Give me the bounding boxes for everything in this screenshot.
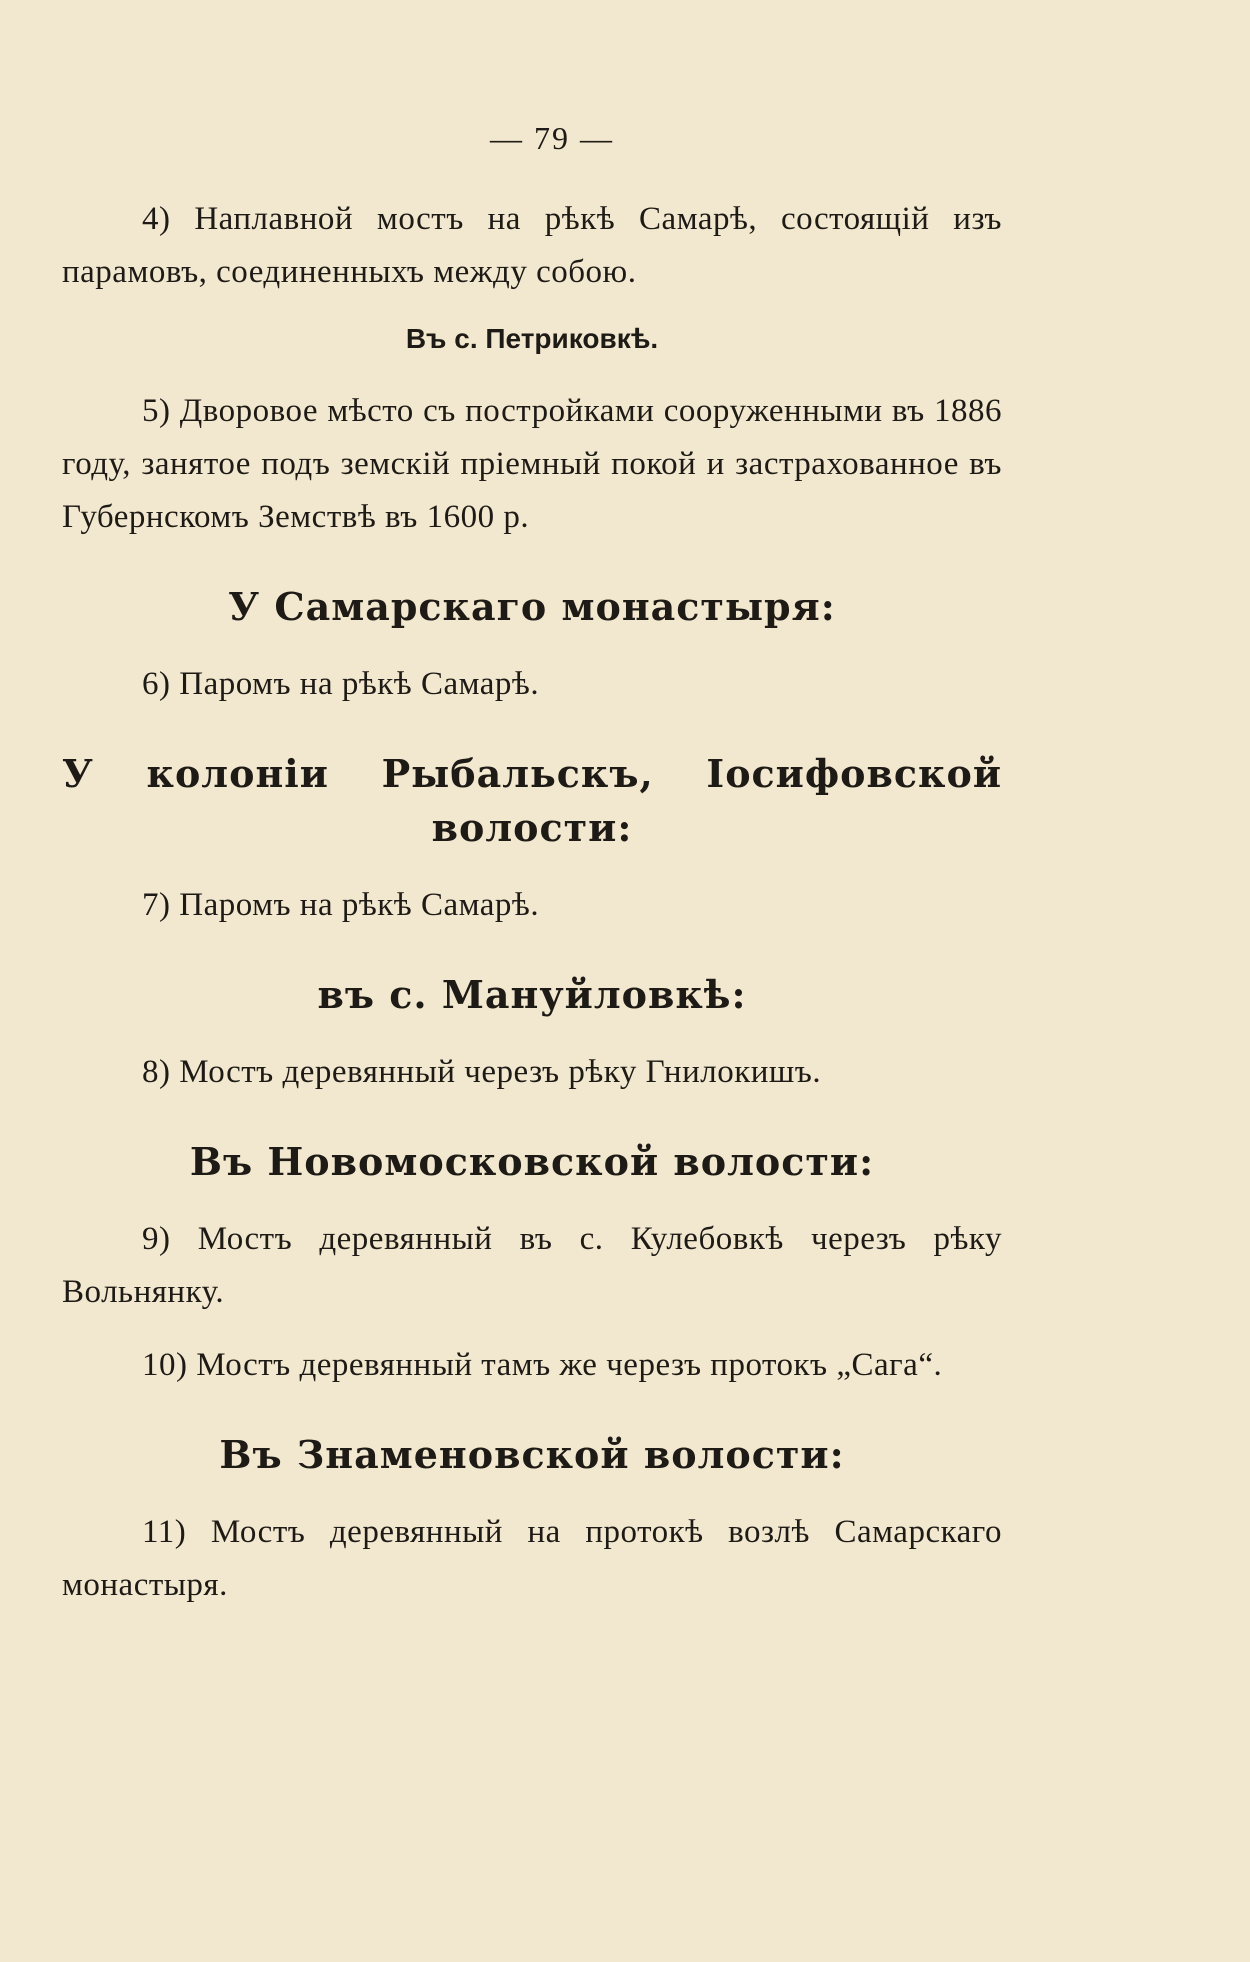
page-text <box>62 120 1002 1632</box>
heading-samarsky-monastery: У Самарскаго монастыря: <box>228 584 836 629</box>
heading-manuylovka: въ с. Мануйловкѣ: <box>317 972 747 1017</box>
item-4: 4) Наплавной мостъ на рѣкѣ Самарѣ, состоящій изъ парамовъ, соединенныхъ между собою. <box>62 201 1002 290</box>
item-7: 7) Паромъ на рѣкѣ Самарѣ. <box>142 887 540 923</box>
item-8: 8) Мостъ деревянный черезъ рѣку Гнилокишъ. <box>142 1054 822 1090</box>
item-11: 11) Мостъ деревянный на протокѣ возлѣ Самарскаго монастыря. <box>62 1514 1002 1603</box>
item-10: 10) Мостъ деревянный тамъ же черезъ протокъ „Сага“. <box>142 1347 943 1383</box>
heading-rybalsk-colony: У колоніи Рыбальскъ, Іосифовской волости: <box>62 751 1002 850</box>
item-5: 5) Дворовое мѣсто съ постройками сооруженными въ 1886 году, занятое подъ земскій пріемный покой и застрахованное въ Губернскомъ Земствѣ въ 1600 р. <box>62 393 1002 535</box>
page-number: — 79 — <box>490 120 614 156</box>
heading-novomoskovsk-volost: Въ Новомосковской волости: <box>189 1139 875 1184</box>
heading-znamenovka-volost: Въ Знаменовской волости: <box>219 1432 845 1477</box>
item-6: 6) Паромъ на рѣкѣ Самарѣ. <box>142 666 540 702</box>
heading-petrikovka: Въ с. Петриковкѣ. <box>405 323 659 354</box>
item-9: 9) Мостъ деревянный въ с. Кулебовкѣ черезъ рѣку Вольнянку. <box>62 1221 1002 1310</box>
